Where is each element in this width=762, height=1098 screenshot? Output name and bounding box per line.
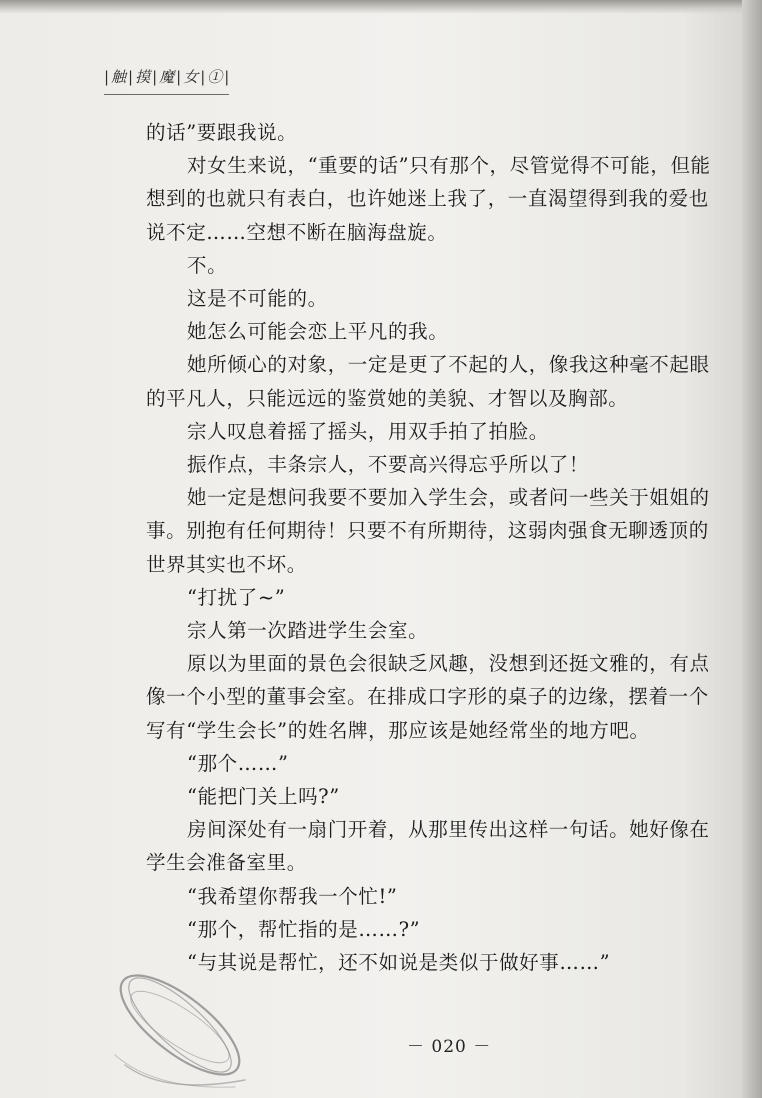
- page-top-shadow: [0, 0, 742, 14]
- paragraph: 房间深处有一扇门开着，从那里传出这样一句话。她好像在学生会准备室里。: [146, 818, 710, 875]
- paragraph: 这是不可能的。: [187, 287, 328, 311]
- paragraph: 她怎么可能会恋上平凡的我。: [187, 320, 449, 344]
- decorative-swirl-ornament: [95, 945, 265, 1095]
- paragraph: “那个，帮忙指的是……?”: [187, 917, 421, 941]
- page-edge-shadow: [742, 0, 762, 1098]
- paragraph: 她所倾心的对象，一定是更了不起的人，像我这种毫不起眼的平凡人，只能远远的鉴赏她的美貌、才智以及胸部。: [146, 353, 710, 410]
- paragraph: 她一定是想问我要不要加入学生会，或者问一些关于姐姐的事。别抱有任何期待！只要不有所期待，这弱肉强食无聊透顶的世界其实也不坏。: [146, 486, 710, 576]
- paragraph: “我希望你帮我一个忙!”: [187, 884, 398, 908]
- paragraph: 宗人第一次踏进学生会室。: [187, 619, 429, 643]
- running-head-title: |触|摸|魔|女|①|: [104, 68, 232, 86]
- paragraph: “能把门关上吗?”: [187, 785, 340, 809]
- paragraph: 宗人叹息着摇了摇头，用双手拍了拍脸。: [187, 419, 549, 443]
- paragraph: “打扰了~”: [187, 585, 286, 609]
- page-number: － 020 －: [407, 1037, 492, 1057]
- paragraph: 的话”要跟我说。: [146, 121, 298, 144]
- running-head-rule: [104, 94, 229, 95]
- paragraph: 原以为里面的景色会很缺乏风趣，没想到还挺文雅的，有点像一个小型的董事会室。在排成口字形的桌子的边缘，摆着一个写有“学生会长”的姓名牌，那应该是她经常坐的地方吧。: [146, 652, 710, 742]
- body-text: [146, 116, 726, 979]
- paragraph: “与其说是帮忙，还不如说是类似于做好事……”: [187, 951, 611, 975]
- paragraph: 振作点，丰条宗人，不要高兴得忘乎所以了！: [187, 453, 590, 477]
- paragraph: 不。: [187, 253, 228, 277]
- paragraph: “那个……”: [187, 751, 289, 775]
- paragraph: 对女生来说，“重要的话”只有那个，尽管觉得不可能，但能想到的也就只有表白，也许她迷上我了，一直渴望得到我的爱也说不定……空想不断在脑海盘旋。: [146, 154, 711, 244]
- running-head: [104, 66, 231, 87]
